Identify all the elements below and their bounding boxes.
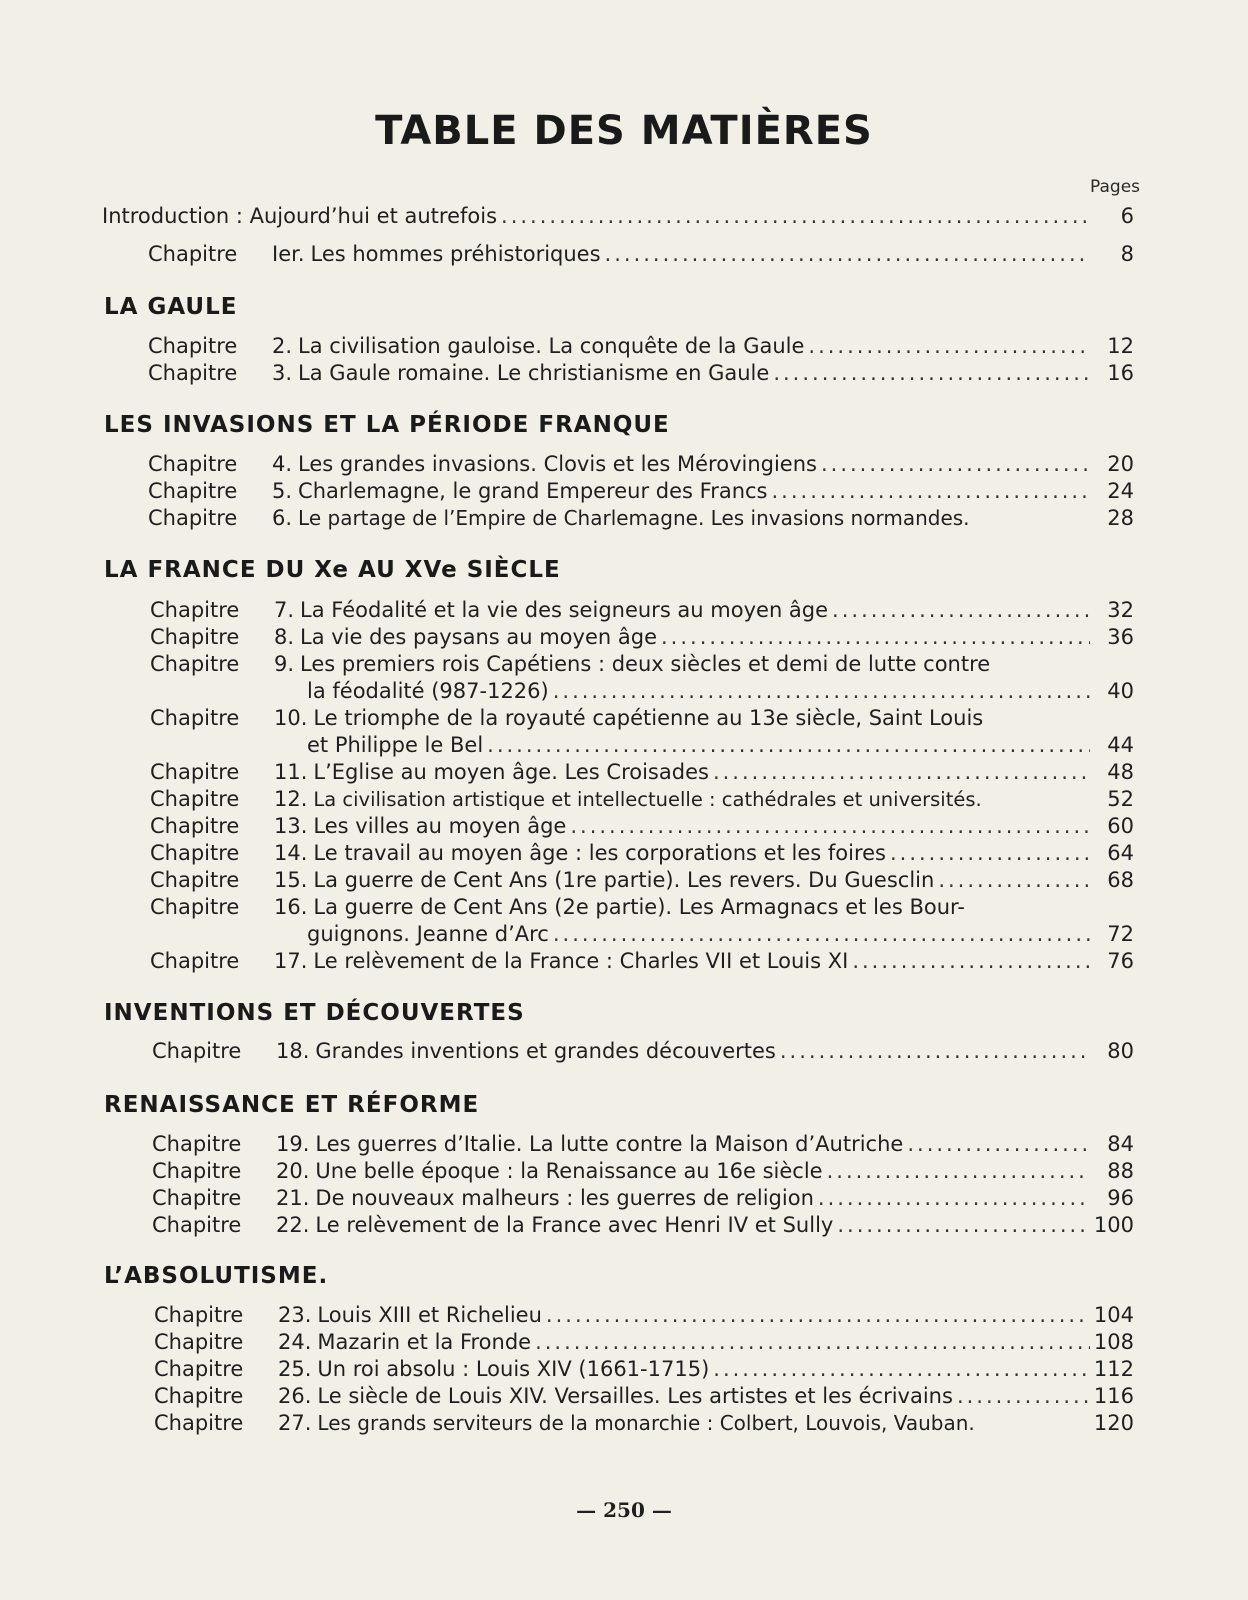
- entry-page: 28: [1107, 506, 1134, 530]
- toc-entry-chapter: [150, 597, 1134, 624]
- entry-page: 12: [1107, 334, 1134, 358]
- entry-number: 24.: [278, 1330, 312, 1354]
- entry-number: 6.: [272, 506, 293, 530]
- entry-title: Le partage de l’Empire de Charlemagne. Les invasions normandes.: [298, 506, 970, 530]
- entry-number: 23.: [278, 1303, 312, 1327]
- entry-page: 68: [1107, 868, 1134, 892]
- toc-entry-chapter: [152, 1038, 1134, 1065]
- entry-title: La civilisation gauloise. La conquête de la Gaule: [298, 334, 805, 358]
- entry-label: Chapitre: [154, 1330, 244, 1354]
- leader-dots: [818, 1185, 1090, 1212]
- entry-number: 13.: [274, 814, 308, 838]
- entry-label: Chapitre: [152, 1159, 242, 1183]
- entry-label: Chapitre: [154, 1357, 244, 1381]
- section-heading: L’ABSOLUTISME.: [104, 1263, 329, 1289]
- toc-entry-chapter: [148, 478, 1134, 505]
- entry-label: Chapitre: [154, 1303, 244, 1327]
- pages-column-label: Pages: [1090, 177, 1141, 197]
- leader-dots: [821, 451, 1090, 478]
- entry-title: La civilisation artistique et intellectuelle : cathédrales et universités.: [313, 788, 982, 811]
- entry-title: Les grandes invasions. Clovis et les Mérovingiens: [298, 452, 817, 476]
- entry-number: 20.: [276, 1159, 310, 1183]
- entry-page: 96: [1107, 1186, 1134, 1210]
- leader-dots: [661, 624, 1090, 651]
- entry-page: 116: [1093, 1384, 1134, 1408]
- toc-entry-continuation: [307, 678, 1134, 705]
- entry-number: 3.: [272, 361, 293, 385]
- section-heading: LES INVASIONS ET LA PÉRIODE FRANQUE: [104, 412, 670, 438]
- entry-page: 24: [1107, 479, 1134, 503]
- toc-entry-chapter: [154, 1302, 1134, 1329]
- entry-page: 112: [1093, 1357, 1134, 1381]
- toc-entry-chapter: [148, 505, 1134, 532]
- entry-title-continued: et Philippe le Bel: [307, 733, 484, 757]
- toc-entry-chapter: [154, 1356, 1134, 1383]
- entry-page: 6: [1120, 204, 1134, 228]
- entry-label: Chapitre: [154, 1411, 244, 1435]
- entry-title: Louis XIII et Richelieu: [317, 1303, 542, 1327]
- leader-dots: [501, 203, 1090, 230]
- entry-label: Chapitre: [150, 949, 240, 973]
- entry-title: Le relèvement de la France : Charles VII et Louis XI: [313, 949, 849, 973]
- entry-page: 20: [1107, 452, 1134, 476]
- entry-number: 5.: [272, 479, 293, 503]
- toc-entry-chapter: [150, 624, 1134, 651]
- entry-title: Les grands serviteurs de la monarchie : Colbert, Louvois, Vauban.: [317, 1411, 975, 1435]
- toc-entry-chapter: [152, 1185, 1134, 1212]
- entry-page: 52: [1107, 787, 1134, 811]
- entry-title: Le triomphe de la royauté capétienne au 13e siècle, Saint Louis: [313, 706, 984, 730]
- entry-title: Un roi absolu : Louis XIV (1661-1715): [317, 1357, 710, 1381]
- leader-dots: [553, 921, 1090, 948]
- leader-dots: [713, 759, 1090, 786]
- entry-page: 32: [1107, 598, 1134, 622]
- entry-label: Chapitre: [152, 1213, 242, 1237]
- entry-label: Chapitre: [150, 760, 240, 784]
- entry-title: La Féodalité et la vie des seigneurs au moyen âge: [300, 598, 829, 622]
- section-heading: LA GAULE: [104, 294, 238, 320]
- entry-number: 18.: [276, 1039, 310, 1063]
- entry-label: Chapitre: [154, 1384, 244, 1408]
- entry-number: 12.: [274, 787, 308, 811]
- toc-entry-chapter: [152, 1131, 1134, 1158]
- entry-label: Chapitre: [150, 706, 240, 730]
- entry-title: La Gaule romaine. Le christianisme en Gaule: [298, 361, 770, 385]
- leader-dots: [772, 478, 1091, 505]
- entry-label: Chapitre: [150, 814, 240, 838]
- leader-dots: [957, 1383, 1090, 1410]
- toc-entry-chapter: [150, 786, 1134, 813]
- entry-label: Chapitre: [150, 652, 240, 676]
- leader-dots: [890, 840, 1090, 867]
- entry-label: Chapitre: [150, 625, 240, 649]
- entry-number: 26.: [278, 1384, 312, 1408]
- toc-entry-chapter: [152, 1158, 1134, 1185]
- entry-label: Chapitre: [148, 452, 238, 476]
- entry-number: 4.: [272, 452, 293, 476]
- entry-title: Le siècle de Louis XIV. Versailles. Les artistes et les écrivains: [317, 1384, 953, 1408]
- entry-page: 60: [1107, 814, 1134, 838]
- entry-number: 8.: [274, 625, 295, 649]
- leader-dots: [605, 241, 1090, 268]
- entry-page: 108: [1093, 1330, 1134, 1354]
- entry-label: Chapitre: [150, 868, 240, 892]
- entry-page: 36: [1107, 625, 1134, 649]
- entry-page: 64: [1107, 841, 1134, 865]
- entry-number: 15.: [274, 868, 308, 892]
- toc-entry-chapter: [148, 241, 1134, 268]
- entry-number: 22.: [276, 1213, 310, 1237]
- entry-label: Chapitre: [148, 242, 238, 266]
- toc-entry-chapter: [148, 451, 1134, 478]
- entry-number: 21.: [276, 1186, 310, 1210]
- entry-title: Une belle époque : la Renaissance au 16e siècle: [315, 1159, 823, 1183]
- toc-entry-chapter: [150, 651, 1134, 678]
- toc-entry-chapter: [150, 894, 1134, 921]
- entry-title: Mazarin et la Fronde: [317, 1330, 532, 1354]
- entry-number: 14.: [274, 841, 308, 865]
- leader-dots: [852, 948, 1090, 975]
- entry-page: 80: [1107, 1039, 1134, 1063]
- entry-title: La vie des paysans au moyen âge: [300, 625, 657, 649]
- entry-number: 27.: [278, 1411, 312, 1435]
- page-title: TABLE DES MATIÈRES: [375, 108, 873, 154]
- entry-page: 88: [1107, 1159, 1134, 1183]
- entry-page: 44: [1107, 733, 1134, 757]
- toc-entry-chapter: [150, 840, 1134, 867]
- entry-title: Les villes au moyen âge: [313, 814, 567, 838]
- entry-title: Les guerres d’Italie. La lutte contre la Maison d’Autriche: [315, 1132, 904, 1156]
- page-number-footer: — 250 —: [576, 1498, 672, 1522]
- leader-dots: [780, 1038, 1090, 1065]
- entry-title: Charlemagne, le grand Empereur des Francs: [298, 479, 768, 503]
- entry-title: Le relèvement de la France avec Henri IV et Sully: [315, 1213, 834, 1237]
- entry-title: De nouveaux malheurs : les guerres de religion: [315, 1186, 814, 1210]
- leader-dots: [773, 360, 1090, 387]
- entry-label: Chapitre: [148, 361, 238, 385]
- entry-title: Le travail au moyen âge : les corporations et les foires: [313, 841, 886, 865]
- entry-number: 19.: [276, 1132, 310, 1156]
- entry-title-continued: la féodalité (987-1226): [307, 679, 549, 703]
- section-heading: INVENTIONS ET DÉCOUVERTES: [104, 1000, 525, 1026]
- leader-dots: [808, 333, 1090, 360]
- toc-entry-chapter: [148, 360, 1134, 387]
- toc-entry-chapter: [154, 1410, 1134, 1437]
- entry-title: Introduction : Aujourd’hui et autrefois: [102, 204, 498, 228]
- toc-entry-chapter: [150, 948, 1134, 975]
- leader-dots: [535, 1329, 1090, 1356]
- entry-page: 104: [1093, 1303, 1134, 1327]
- section-heading: LA FRANCE DU Xe AU XVe SIÈCLE: [104, 557, 561, 583]
- entry-title: La guerre de Cent Ans (1re partie). Les revers. Du Guesclin: [313, 868, 935, 892]
- entry-page: 8: [1120, 242, 1134, 266]
- entry-title: L’Eglise au moyen âge. Les Croisades: [313, 760, 709, 784]
- entry-number: Ier.: [272, 242, 305, 266]
- leader-dots: [713, 1356, 1090, 1383]
- entry-number: 11.: [274, 760, 308, 784]
- toc-entry-chapter: [152, 1212, 1134, 1239]
- entry-page: 100: [1093, 1213, 1134, 1237]
- leader-dots: [570, 813, 1090, 840]
- entry-label: Chapitre: [150, 841, 240, 865]
- leader-dots: [827, 1158, 1090, 1185]
- leader-dots: [553, 678, 1090, 705]
- toc-entry-chapter: [150, 759, 1134, 786]
- leader-dots: [837, 1212, 1090, 1239]
- toc-entry-chapter: [154, 1329, 1134, 1356]
- entry-page: 120: [1093, 1411, 1134, 1435]
- entry-title: Les premiers rois Capétiens : deux siècles et demi de lutte contre: [300, 652, 991, 676]
- entry-number: 7.: [274, 598, 295, 622]
- entry-title: Les hommes préhistoriques: [310, 242, 601, 266]
- toc-entry-chapter: [150, 813, 1134, 840]
- section-heading: RENAISSANCE ET RÉFORME: [104, 1092, 480, 1118]
- entry-page: 84: [1107, 1132, 1134, 1156]
- entry-page: 72: [1107, 922, 1134, 946]
- entry-title-continued: guignons. Jeanne d’Arc: [307, 922, 549, 946]
- entry-label: Chapitre: [150, 895, 240, 919]
- leader-dots: [907, 1131, 1090, 1158]
- entry-number: 17.: [274, 949, 308, 973]
- entry-number: 10.: [274, 706, 308, 730]
- entry-label: Chapitre: [152, 1186, 242, 1210]
- entry-number: 2.: [272, 334, 293, 358]
- leader-dots: [832, 597, 1090, 624]
- toc-entry-continuation: [307, 921, 1134, 948]
- entry-label: Chapitre: [148, 506, 238, 530]
- toc-entry-chapter: [150, 867, 1134, 894]
- leader-dots: [546, 1302, 1090, 1329]
- entry-label: Chapitre: [150, 598, 240, 622]
- leader-dots: [487, 732, 1090, 759]
- entry-number: 25.: [278, 1357, 312, 1381]
- entry-number: 9.: [274, 652, 295, 676]
- toc-entry-introduction: [102, 203, 1134, 230]
- entry-title: Grandes inventions et grandes découvertes: [315, 1039, 776, 1063]
- entry-label: Chapitre: [152, 1039, 242, 1063]
- entry-page: 76: [1107, 949, 1134, 973]
- toc-entry-chapter: [150, 705, 1134, 732]
- toc-entry-continuation: [307, 732, 1134, 759]
- entry-label: Chapitre: [148, 334, 238, 358]
- entry-number: 16.: [274, 895, 308, 919]
- leader-dots: [938, 867, 1090, 894]
- entry-label: Chapitre: [148, 479, 238, 503]
- entry-page: 16: [1107, 361, 1134, 385]
- entry-page: 48: [1107, 760, 1134, 784]
- entry-title: La guerre de Cent Ans (2e partie). Les Armagnacs et les Bour-: [313, 895, 965, 919]
- toc-entry-chapter: [148, 333, 1134, 360]
- toc-entry-chapter: [154, 1383, 1134, 1410]
- entry-label: Chapitre: [150, 787, 240, 811]
- entry-label: Chapitre: [152, 1132, 242, 1156]
- entry-page: 40: [1107, 679, 1134, 703]
